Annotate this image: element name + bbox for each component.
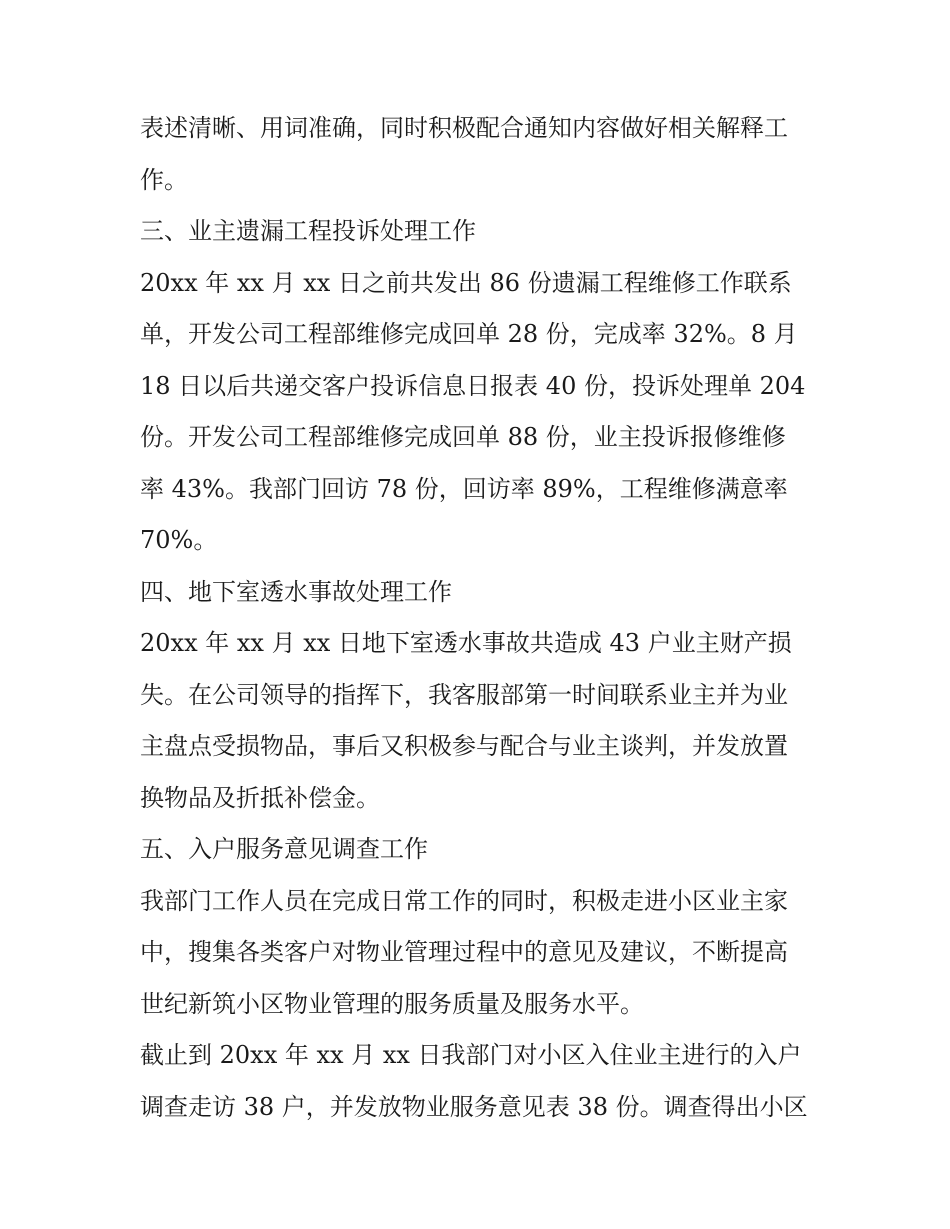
paragraph-line: 中，搜集各类客户对物业管理过程中的意见及建议，不断提高 (140, 938, 788, 966)
paragraph-line: 调查走访 38 户，并发放物业服务意见表 38 份。调查得出小区 (140, 1092, 808, 1121)
paragraph-line: 单，开发公司工程部维修完成回单 28 份，完成率 32%。8 月 (140, 320, 798, 348)
paragraph-line: 70%。 (140, 526, 218, 554)
paragraph-line: 表述清晰、用词准确，同时积极配合通知内容做好相关解释工 (140, 114, 788, 142)
paragraph-line: 率 43%。我部门回访 78 份，回访率 89%，工程维修满意率 (140, 474, 788, 503)
section-heading: 四、地下室透水事故处理工作 (140, 577, 452, 606)
section-heading: 三、业主遗漏工程投诉处理工作 (140, 217, 476, 245)
paragraph-line: 20xx 年 xx 月 xx 日地下室透水事故共造成 43 户业主财产损 (140, 629, 792, 657)
paragraph-line: 换物品及折抵补偿金。 (140, 783, 380, 812)
section-heading: 五、入户服务意见调查工作 (140, 835, 428, 863)
paragraph-line: 截止到 20xx 年 xx 月 xx 日我部门对小区入住业主进行的入户 (140, 1041, 802, 1069)
paragraph-line: 主盘点受损物品，事后又积极参与配合与业主谈判，并发放置 (140, 732, 788, 760)
paragraph-line: 作。 (140, 165, 188, 194)
paragraph-line: 我部门工作人员在完成日常工作的同时，积极走进小区业主家 (140, 886, 788, 915)
document-body (140, 103, 812, 1133)
paragraph-line: 失。在公司领导的指挥下，我客服部第一时间联系业主并为业 (140, 680, 788, 709)
paragraph-line: 18 日以后共递交客户投诉信息日报表 40 份，投诉处理单 204 (140, 371, 806, 400)
paragraph-line: 份。开发公司工程部维修完成回单 88 份，业主投诉报修维修 (140, 423, 786, 451)
paragraph-line: 世纪新筑小区物业管理的服务质量及服务水平。 (140, 989, 644, 1018)
paragraph-line: 20xx 年 xx 月 xx 日之前共发出 86 份遗漏工程维修工作联系 (140, 268, 792, 297)
